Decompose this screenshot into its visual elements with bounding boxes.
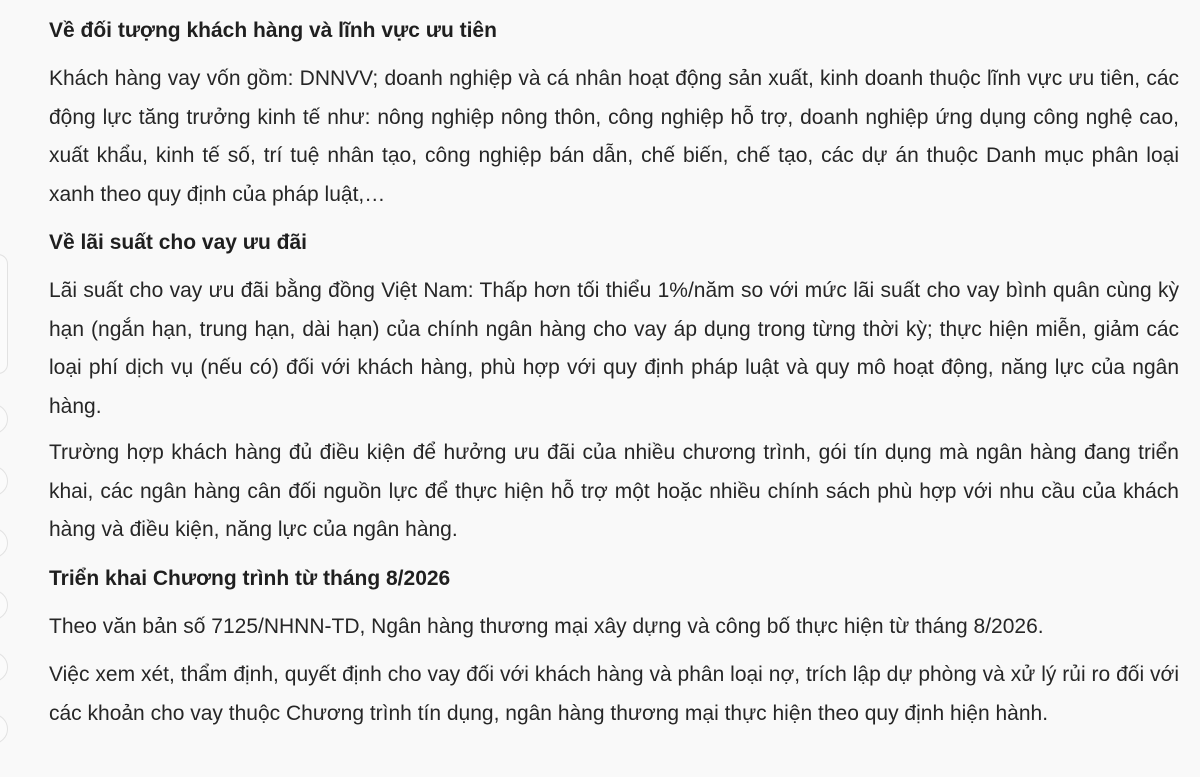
- paragraph: Việc xem xét, thẩm định, quyết định cho vay đối với khách hàng và phân loại nợ, trích lập dự phòng và xử lý rủi ro đối với các khoản cho vay thuộc Chương trình tín dụng, ngân hàng thương mại thực hiện theo quy định hiện hành.: [49, 663, 1179, 725]
- side-share-bar[interactable]: [0, 254, 8, 374]
- side-share-button[interactable]: [0, 404, 8, 434]
- paragraph: Theo văn bản số 7125/NHNN-TD, Ngân hàng thương mại xây dựng và công bố thực hiện từ tháng 8/2026.: [49, 615, 1044, 638]
- side-share-button[interactable]: [0, 466, 8, 496]
- side-share-button[interactable]: [0, 652, 8, 682]
- paragraph: Trường hợp khách hàng đủ điều kiện để hưởng ưu đãi của nhiều chương trình, gói tín dụng mà ngân hàng đang triển khai, các ngân hàng cân đối nguồn lực để thực hiện hỗ trợ một hoặc nhiều chính sách phù hợp với nhu cầu của khách hàng và điều kiện, năng lực của ngân hàng.: [49, 441, 1179, 541]
- section-heading: Về lãi suất cho vay ưu đãi: [49, 231, 307, 254]
- paragraph: Khách hàng vay vốn gồm: DNNVV; doanh nghiệp và cá nhân hoạt động sản xuất, kinh doanh thuộc lĩnh vực ưu tiên, các động lực tăng trưởng kinh tế như: nông nghiệp nông thôn, công nghiệp hỗ trợ, doanh nghiệp ứng dụng công nghệ cao, xuất khẩu, kinh tế số, trí tuệ nhân tạo, công nghiệp bán dẫn, chế biến, chế tạo, các dự án thuộc Danh mục phân loại xanh theo quy định của pháp luật,…: [49, 67, 1179, 206]
- side-share-button[interactable]: [0, 590, 8, 620]
- paragraph: Lãi suất cho vay ưu đãi bằng đồng Việt Nam: Thấp hơn tối thiểu 1%/năm so với mức lãi suất cho vay bình quân cùng kỳ hạn (ngắn hạn, trung hạn, dài hạn) của chính ngân hàng cho vay áp dụng trong từng thời kỳ; thực hiện miễn, giảm các loại phí dịch vụ (nếu có) đối với khách hàng, phù hợp với quy định pháp luật và quy mô hoạt động, năng lực của ngân hàng.: [49, 279, 1179, 418]
- side-share-button[interactable]: [0, 528, 8, 558]
- section-heading: Về đối tượng khách hàng và lĩnh vực ưu tiên: [49, 19, 497, 42]
- section-heading: Triển khai Chương trình từ tháng 8/2026: [49, 567, 451, 590]
- side-share-button[interactable]: [0, 714, 8, 744]
